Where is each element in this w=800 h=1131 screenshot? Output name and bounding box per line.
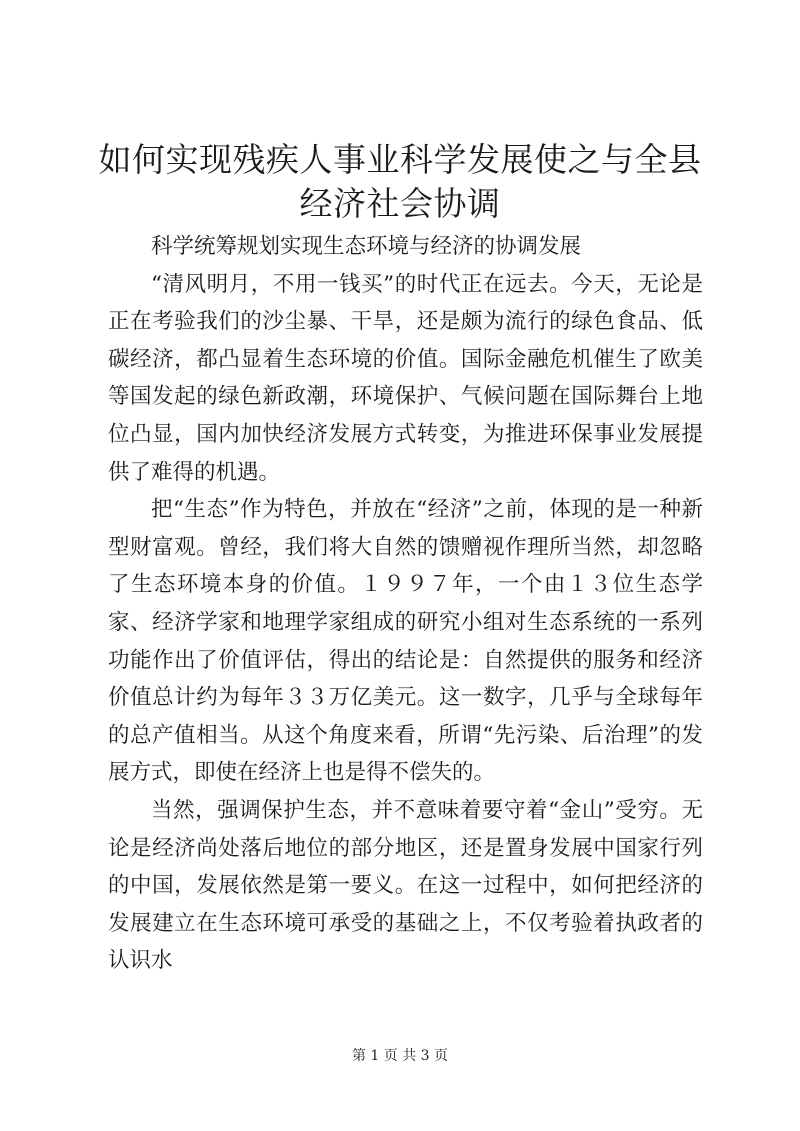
document-subtitle: 科学统筹规划实现生态环境与经济的协调发展 <box>151 234 582 259</box>
paragraph-2: 把“生态”作为特色，并放在“经济”之前，体现的是一种新型财富观。曾经，我们将大自然的馈赠视作理所当然，却忽略了生态环境本身的价值。１９９７年，一个由１３位生态学家、经济学家和地理学家组成的研究小组对生态系统的一系列功能作出了价值评估，得出的结论是：自然提供的服务和经济价值总计约为每年３３万亿美元。这一数字，几乎与全球每年的总产值相当。从这个角度来看，所谓“先污染、后治理”的发展方式，即使在经济上也是得不偿失的。 <box>108 497 703 786</box>
paragraph-3: 当然，强调保护生态，并不意味着要守着“金山”受穷。无论是经济尚处落后地位的部分地区，还是置身发展中国家行列的中国，发展依然是第一要义。在这一过程中，如何把经济的发展建立在生态环境可承受的基础之上，不仅考验着执政者的认识水 <box>108 797 703 974</box>
paragraph-1: “清风明月，不用一钱买”的时代正在远去。今天，无论是正在考验我们的沙尘暴、干旱，还是颇为流行的绿色食品、低碳经济，都凸显着生态环境的价值。国际金融危机催生了欧美等国发起的绿色新政潮，环境保护、气候问题在国际舞台上地位凸显，国内加快经济发展方式转变，为推进环保事业发展提供了难得的机遇。 <box>108 271 703 485</box>
document-title: 如何实现残疾人事业科学发展使之与全县经济社会协调 <box>98 140 702 223</box>
document-body <box>108 228 703 980</box>
page-footer: 第 1 页 共 3 页 <box>351 1048 449 1064</box>
